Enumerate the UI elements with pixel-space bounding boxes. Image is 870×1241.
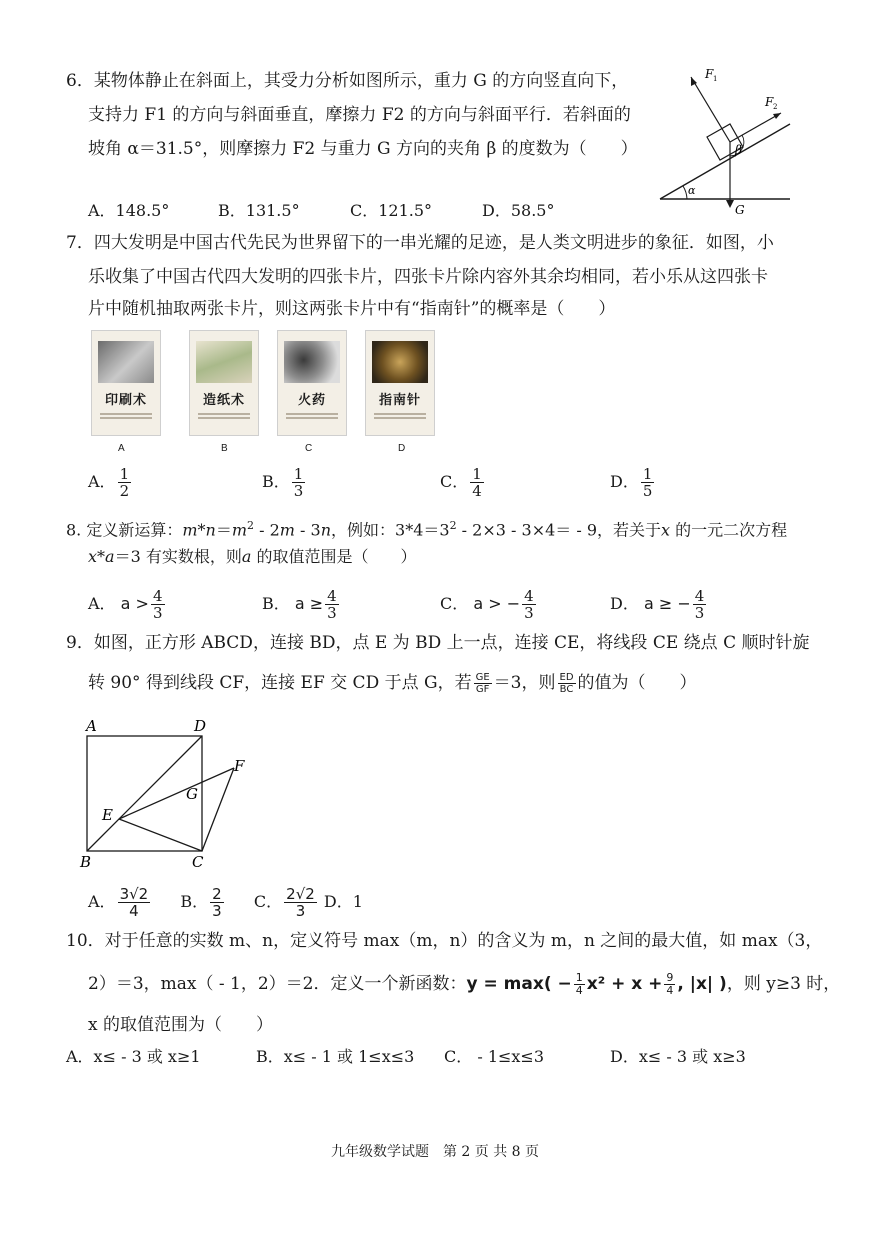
q7-card-d-title: 指南针 [378,393,421,408]
q8-line1: 8. 定义新运算：$m*n=m^2 - 2m - 3n$，例如：$3*4=3^2 - 2\times 3 - 3\times 4= - 9$，若关于x 的一元二次方程 [66,519,788,540]
q7-option-a-num: 1 [119,465,130,483]
q7-option-c-letter: C． [440,472,469,491]
q10-option-c: C． - 1≤x≤3 [444,1047,545,1066]
q9-line2: 转 90° 得到线段 CF，连接 EF 交 CD 于点 G，若 $\frac{GE}{GF}$ ＝3，则 $\frac{ED}{BC}$ 的值为（ ） [88,672,697,695]
q6-label-beta: β [735,143,742,157]
q9-option-b-letter: B． [180,892,209,911]
q9-label-e: E [102,806,113,824]
papermaking-image [196,341,252,383]
q6-option-c: C．121.5° [350,201,433,220]
q6-line2: 支持力 F1 的方向与斜面垂直，摩擦力 F2 的方向与斜面平行．若斜面的 [88,105,631,125]
q9-option-a-den: 4 [129,902,139,920]
q9-option-b-den: 3 [212,902,222,920]
q10-line2: 2）＝3，max（ - 1，2）＝2．定义一个新函数：y = max( − $\frac{1}{4}$ x² + x + $\frac{9}{4}$ , |x| )，则 y≥3 时， [88,971,841,997]
q9-label-c: C [192,853,204,871]
q8-option-a: A． a > $\frac{4}{3}$ [88,587,163,622]
q9-options [88,886,363,919]
q7-line3: 片中随机抽取两张卡片，则这两张卡片中有“指南针”的概率是（ ） [88,299,616,319]
q10-option-b: B．x≤ - 1 或 1≤x≤3 [256,1047,415,1066]
printing-image [98,341,154,383]
q7-option-a [88,466,133,499]
q7-option-c-den: 4 [472,482,482,500]
q6-label-f1: F [705,67,714,81]
q9-option-d: D．1 [323,892,363,911]
q9-label-g: G [186,785,198,803]
q7-option-b-num: 1 [293,465,304,483]
q6-option-a: A．148.5° [88,201,170,220]
q8-option-c: C． a > − $\frac{4}{3}$ [440,587,534,622]
q9-label-f: F [234,757,245,775]
q7-option-d-letter: D． [610,472,639,491]
q10-line3: x 的取值范围为（ ） [88,1015,273,1035]
q8-option-b: B． a ≥ $\frac{4}{3}$ [262,587,337,622]
q9-option-a-num: 3√2 [119,885,149,903]
q7-option-b-den: 3 [293,482,304,500]
q7-option-a-den: 2 [119,482,130,500]
q10-option-a: A．x≤ - 3 或 x≥1 [66,1047,201,1066]
q7-card-a [91,330,161,436]
q9-square-diagram [78,714,253,874]
q7-card-c-label: C [305,443,313,454]
q6-label-f2: F [765,95,774,109]
q7-option-d-den: 5 [642,482,653,500]
q7-line1: 7．四大发明是中国古代先民为世界留下的一串光耀的足迹，是人类文明进步的象征．如图，小 [66,233,774,253]
q7-option-d [610,466,656,499]
q7-card-a-label: A [118,443,125,454]
q7-card-d-label: D [398,443,406,454]
q7-line2: 乐收集了中国古代四大发明的四张卡片，四张卡片除内容外其余均相同，若小乐从这四张卡 [88,267,768,287]
q7-card-c-title: 火药 [297,393,326,408]
q6-label-f2-sub: 2 [773,103,778,111]
q7-card-b [189,330,259,436]
q6-label-alpha: α [688,184,696,197]
q7-option-a-letter: A． [88,472,116,491]
q7-card-b-label: B [221,443,228,454]
q6-force-diagram [655,62,795,222]
q7-option-b [262,466,307,499]
q9-option-b-num: 2 [212,885,222,903]
q10-option-d: D．x≤ - 3 或 x≥3 [610,1047,746,1066]
page-footer: 九年级数学试题 第 2 页 共 8 页 [330,1144,540,1160]
q7-option-b-letter: B． [262,472,290,491]
q10-line1: 10．对于任意的实数 m、n，定义符号 max（m，n）的含义为 m，n 之间的最大值，如 max（3， [66,931,823,951]
q7-card-c [277,330,347,436]
q9-line1: 9．如图，正方形 ABCD，连接 BD，点 E 为 BD 上一点，连接 CE，将线段 CE 绕点 C 顺时针旋 [66,633,810,653]
gunpowder-image [284,341,340,383]
q6-label-g: G [735,203,745,217]
q9-label-d: D [194,717,207,735]
q6-label-f1-sub: 1 [713,75,718,83]
q7-option-d-num: 1 [642,465,653,483]
q7-option-c-num: 1 [472,465,482,483]
q7-card-d [365,330,435,436]
q9-label-a: A [86,717,97,735]
q7-card-b-title: 造纸术 [202,393,245,408]
q9-option-a-letter: A． [88,892,116,911]
q9-option-c-den: 3 [295,902,306,920]
q9-option-c-letter: C． [253,892,283,911]
q6-line1: 6．某物体静止在斜面上，其受力分析如图所示，重力 G 的方向竖直向下， [66,71,629,91]
q6-line3: 坡角 α＝31.5°，则摩擦力 F2 与重力 G 方向的夹角 β 的度数为（ ） [88,139,638,159]
q7-option-c [440,466,486,499]
q6-option-b: B．131.5° [218,201,300,220]
q9-option-c-num: 2√2 [286,885,315,903]
q7-card-a-title: 印刷术 [104,393,147,408]
q9-label-b: B [80,853,92,871]
compass-image [372,341,428,383]
q8-option-d: D． a ≥ − $\frac{4}{3}$ [610,587,705,622]
q8-line2: x*a＝3 有实数根，则a 的取值范围是（ ） [88,547,417,566]
q6-option-d: D．58.5° [482,201,555,220]
